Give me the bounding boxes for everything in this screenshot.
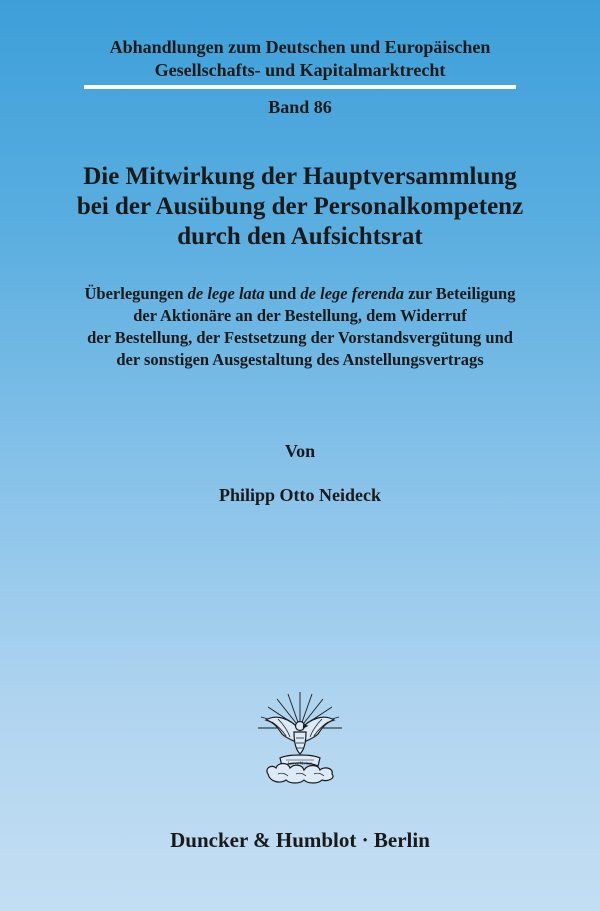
author-name: Philipp Otto Neideck [218,485,381,505]
eagle-publisher-logo-icon [250,688,350,788]
subtitle-line-2: der Aktionäre an der Bestellung, dem Widerruf [133,306,467,325]
volume-number: Band 86 [268,97,332,117]
book-title-line-3: durch den Aufsichtsrat [177,223,423,250]
subtitle-line-1-end: zur Beteiligung [403,284,516,303]
book-title-line-2: bei der Ausübung der Personalkompetenz [76,193,524,220]
subtitle-line-3: der Bestellung, der Festsetzung der Vorstandsvergütung und [87,328,513,347]
subtitle-line-1-connector: und [264,284,301,303]
subtitle-line-4: der sonstigen Ausgestaltung des Anstellungsvertrags [116,350,484,369]
subtitle-italic-de-lege-ferenda: de lege ferenda [300,284,404,303]
publisher-imprint: Duncker & Humblot · Berlin [170,828,430,852]
subtitle-italic-de-lege-lata: de lege lata [187,284,265,303]
subtitle-line-1 [20,283,580,305]
book-subtitle [20,283,580,371]
logo-ribbon-motto: Lex et Veritas [287,760,313,766]
by-label: Von [284,441,316,461]
series-title-line-1: Abhandlungen zum Deutschen und Europäischen [109,37,491,57]
series-divider [84,85,516,89]
series-title [0,36,600,82]
book-title-line-1: Die Mitwirkung der Hauptversammlung [83,163,517,190]
subtitle-line-1-start: Überlegungen [84,284,188,303]
series-title-line-2: Gesellschafts- und Kapitalmarktrecht [154,60,446,80]
book-title [20,162,580,252]
